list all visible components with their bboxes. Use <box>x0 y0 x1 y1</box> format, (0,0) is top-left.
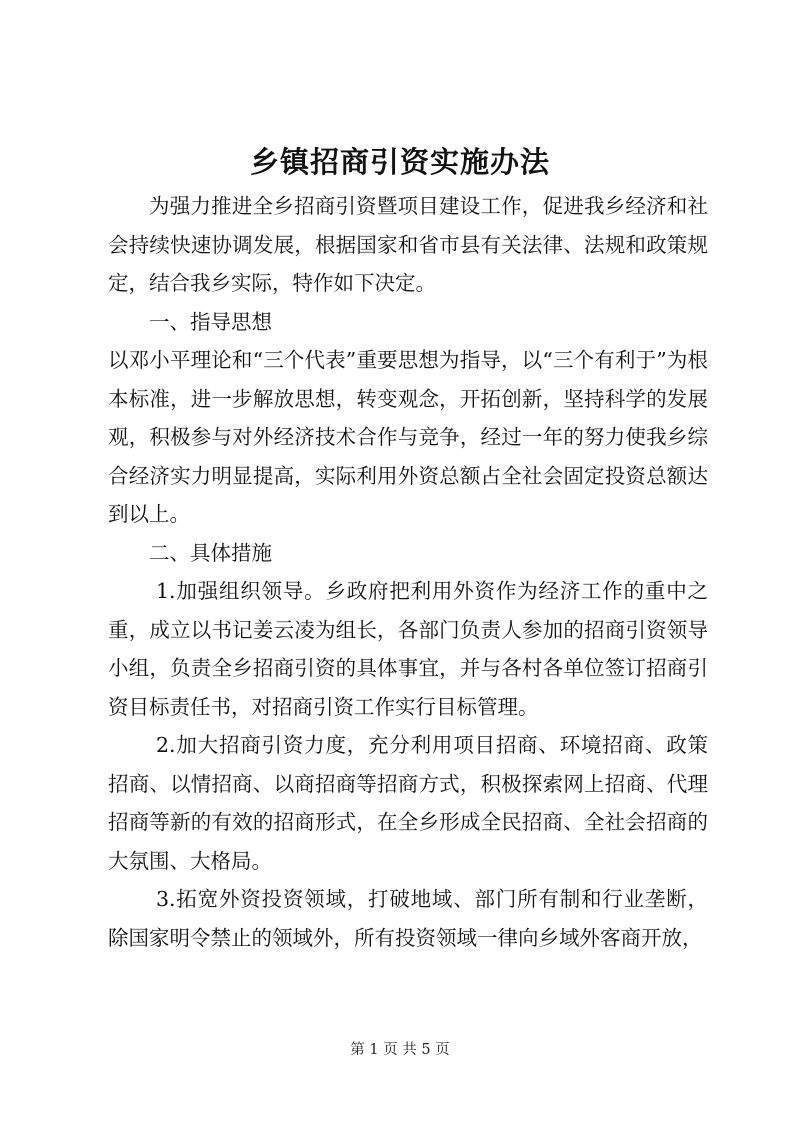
intro-paragraph: 为强力推进全乡招商引资暨项目建设工作，促进我乡经济和社会持续快速协调发展，根据国家和省市县有关法律、法规和政策规定，结合我乡实际，特作如下决定。 <box>108 194 708 295</box>
measure-item-2: 2.加大招商引资力度，充分利用项目招商、环境招商、政策招商、以情招商、以商招商等招商方式，积极探索网上招商、代理招商等新的有效的招商形式，在全乡形成全民招商、全社会招商的大氛围、大格局。 <box>108 733 708 873</box>
document-body <box>108 187 708 957</box>
document-title: 乡镇招商引资实施办法 <box>249 145 550 179</box>
page-number-footer: 第 1 页 共 5 页 <box>350 1042 450 1058</box>
guiding-ideology-paragraph: 以邓小平理论和“三个代表”重要思想为指导，以“三个有利于”为根本标准，进一步解放思想，转变观念，开拓创新，坚持科学的发展观，积极参与对外经济技术合作与竞争，经过一年的努力使我乡综合经济实力明显提高，实际利用外资总额占全社会固定投资总额达到以上。 <box>108 348 708 526</box>
section-heading-guiding-ideology: 一、指导思想 <box>149 309 272 334</box>
measure-item-3: 3.拓宽外资投资领域，打破地域、部门所有制和行业垄断，除国家明令禁止的领域外，所有投资领域一律向乡域外客商开放， <box>108 887 708 950</box>
measure-item-1: 1.加强组织领导。乡政府把利用外资作为经济工作的重中之重，成立以书记姜云凌为组长，各部门负责人参加的招商引资领导小组，负责全乡招商引资的具体事宜，并与各村各单位签订招商引资目标责任书，对招商引资工作实行目标管理。 <box>108 579 708 719</box>
section-heading-specific-measures: 二、具体措施 <box>149 540 272 565</box>
